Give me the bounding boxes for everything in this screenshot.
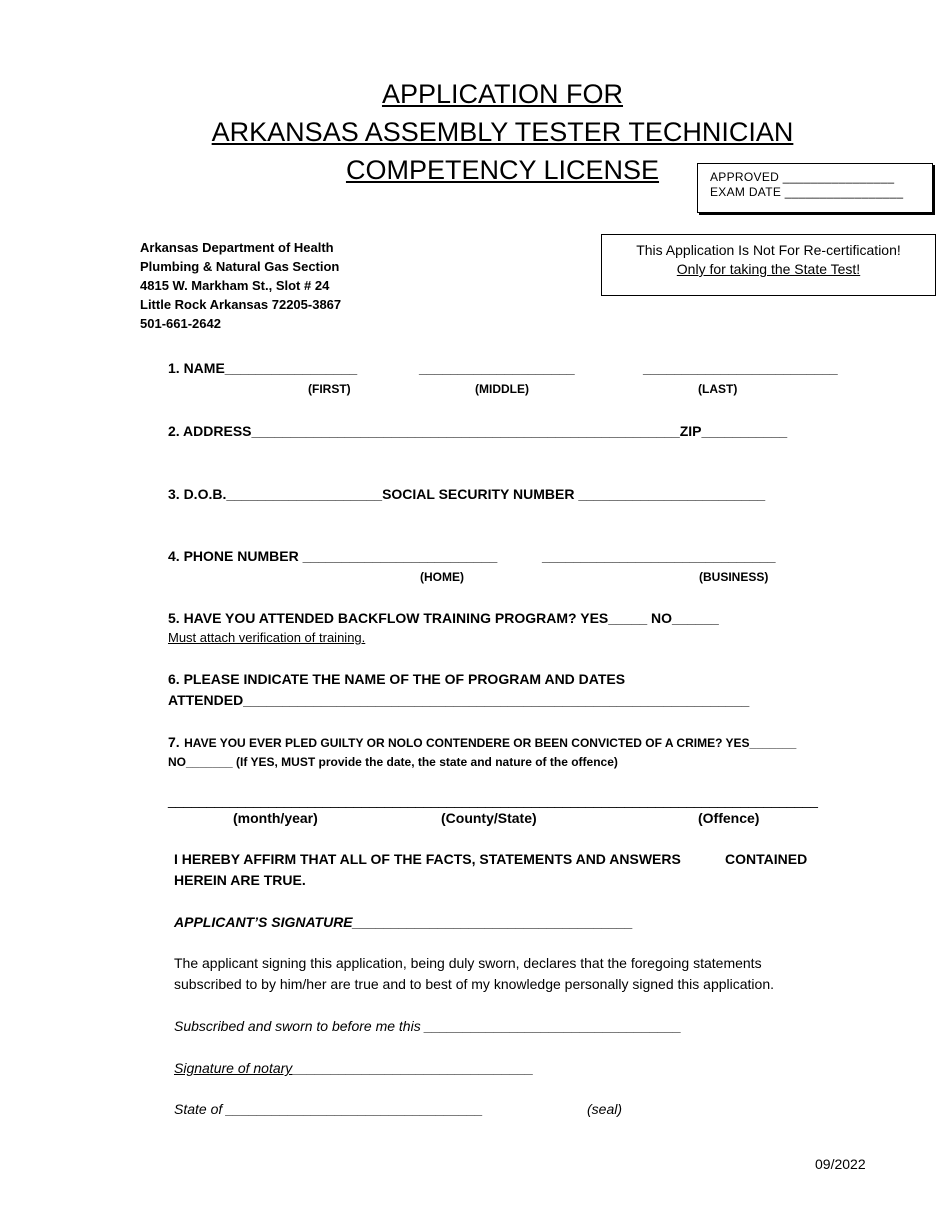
revision-date: 09/2022	[815, 1156, 866, 1172]
state-of-field[interactable]: State of _________________________________	[174, 1101, 484, 1117]
crime-details-line[interactable]: ____________________________________________________________________________________	[168, 792, 818, 808]
affirm-line-2: HEREIN ARE TRUE.	[174, 872, 306, 888]
first-caption: (FIRST)	[308, 382, 351, 396]
notary-line: _______________________________	[292, 1060, 534, 1076]
program-attended-field[interactable]: ATTENDED_________________________________________________________________	[168, 692, 750, 708]
title-line-3: COMPETENCY LICENSE	[345, 155, 660, 185]
notary-signature-field[interactable]	[174, 1060, 534, 1076]
notice-line-1: This Application Is Not For Re-certification!	[636, 242, 901, 258]
sworn-statement-line-2: subscribed to by him/her are true and to best of my knowledge personally signed this application.	[174, 976, 775, 992]
sworn-statement-line-1: The applicant signing this application, being duly sworn, declares that the foregoing statements	[174, 955, 762, 971]
department-city: Little Rock Arkansas 72205-3867	[140, 297, 342, 312]
business-phone-field[interactable]: ______________________________	[542, 548, 776, 564]
subscribed-sworn-field[interactable]: Subscribed and sworn to before me this _________________________________	[174, 1018, 682, 1034]
program-question-line-1: 6. PLEASE INDICATE THE NAME OF THE OF PROGRAM AND DATES	[168, 671, 626, 687]
exam-date-field: EXAM DATE _________________	[710, 185, 904, 199]
crime-question-line-2[interactable]: NO_______ (If YES, MUST provide the date, the state and nature of the offence)	[168, 755, 618, 769]
home-phone-field[interactable]: 4. PHONE NUMBER _________________________	[168, 548, 498, 564]
recertification-notice	[601, 234, 936, 296]
department-section: Plumbing & Natural Gas Section	[140, 259, 340, 274]
offence-caption: (Offence)	[698, 810, 760, 826]
middle-caption: (MIDDLE)	[475, 382, 529, 396]
training-verification-note: Must attach verification of training.	[168, 630, 366, 645]
affirm-line-1: I HEREBY AFFIRM THAT ALL OF THE FACTS, STATEMENTS AND ANSWERS	[174, 851, 681, 867]
affirm-contained: CONTAINED	[725, 851, 808, 867]
title-line-1: APPLICATION FOR	[381, 79, 624, 109]
middle-name-field[interactable]: ____________________	[419, 360, 575, 376]
crime-question-text: HAVE YOU EVER PLED GUILTY OR NOLO CONTENDERE OR BEEN CONVICTED OF A CRIME? YES_______	[184, 736, 797, 750]
title-line-2: ARKANSAS ASSEMBLY TESTER TECHNICIAN	[211, 117, 794, 147]
last-name-field[interactable]: _________________________	[643, 360, 838, 376]
backflow-training-question[interactable]: 5. HAVE YOU ATTENDED BACKFLOW TRAINING PROGRAM? YES_____ NO______	[168, 610, 719, 626]
seal-label: (seal)	[587, 1101, 623, 1117]
notice-line-2: Only for taking the State Test!	[676, 261, 861, 277]
department-name: Arkansas Department of Health	[140, 240, 334, 255]
department-address	[140, 238, 341, 333]
notary-label: Signature of notary	[174, 1060, 293, 1076]
address-field[interactable]: 2. ADDRESS_______________________________________________________ZIP___________	[168, 423, 788, 439]
month-year-caption: (month/year)	[233, 810, 318, 826]
office-use-box	[697, 163, 933, 213]
applicant-signature-field[interactable]: APPLICANT’S SIGNATURE____________________________________	[174, 914, 633, 930]
crime-question[interactable]	[168, 734, 796, 752]
business-caption: (BUSINESS)	[699, 570, 769, 584]
department-phone: 501-661-2642	[140, 316, 221, 331]
home-caption: (HOME)	[420, 570, 464, 584]
dob-ssn-field[interactable]: 3. D.O.B.____________________SOCIAL SECURITY NUMBER ________________________	[168, 486, 766, 502]
crime-question-number: 7.	[168, 734, 180, 750]
name-field[interactable]: 1. NAME_________________	[168, 360, 358, 376]
county-state-caption: (County/State)	[441, 810, 537, 826]
last-caption: (LAST)	[698, 382, 738, 396]
department-street: 4815 W. Markham St., Slot # 24	[140, 278, 330, 293]
approved-field: APPROVED ________________	[710, 170, 895, 184]
